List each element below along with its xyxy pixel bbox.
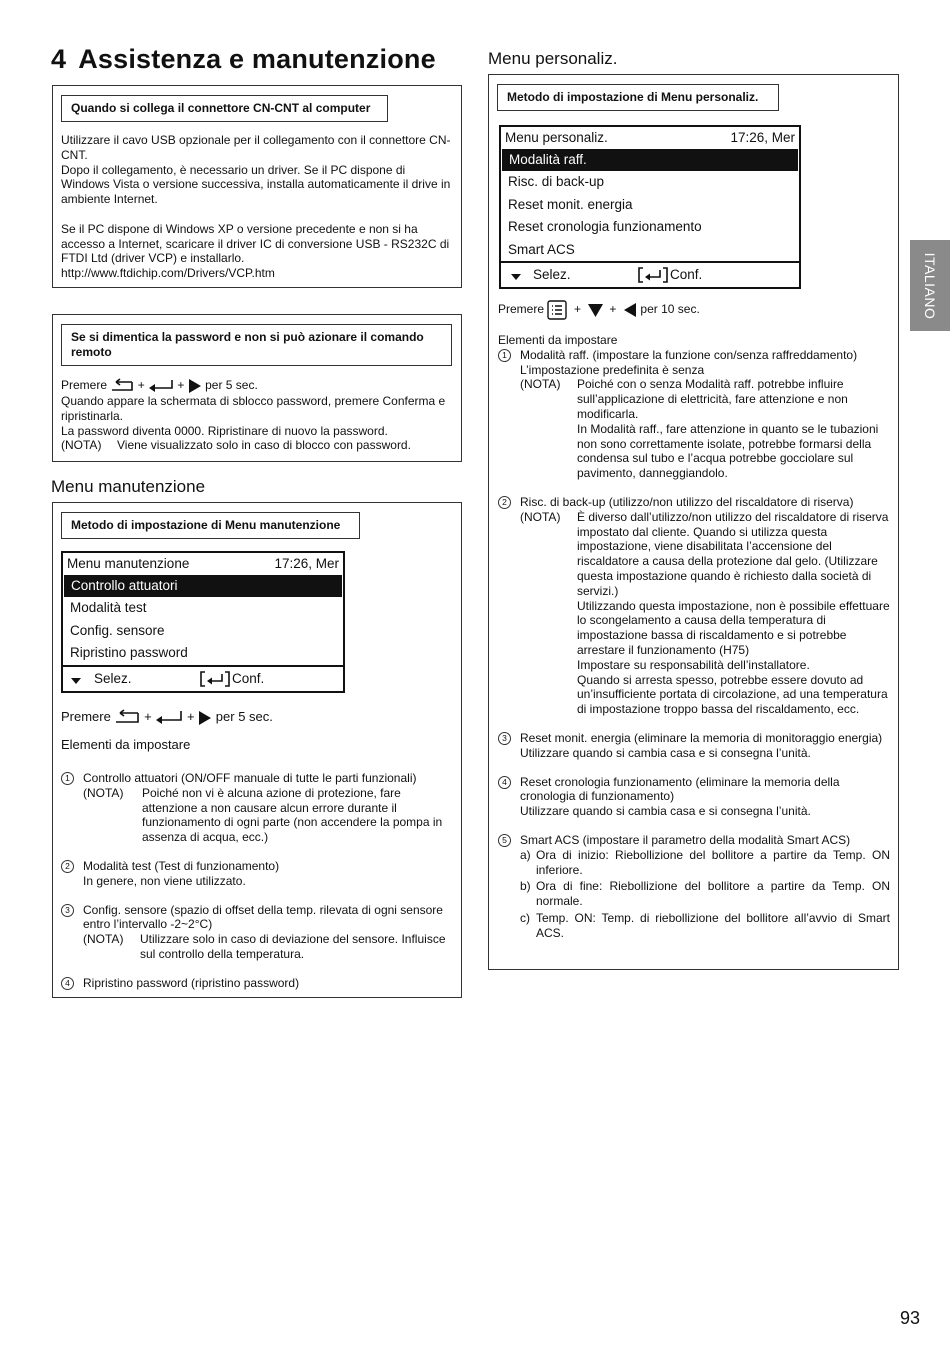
item-subtext: In genere, non viene utilizzato. <box>83 873 246 888</box>
cn-cnt-url: http://www.ftdichip.com/Drivers/VCP.htm <box>61 266 275 281</box>
lcd-item-modalita-raff[interactable]: Modalità raff. <box>502 149 798 171</box>
language-tab-label: ITALIANO <box>922 252 938 319</box>
maint-item-4 <box>61 976 453 991</box>
smart-acs-sub-b <box>520 879 890 909</box>
down-arrow-icon <box>71 678 81 686</box>
item-number: 4 <box>498 776 511 789</box>
maint-item-2 <box>61 859 453 889</box>
plus-sign: + <box>144 709 152 724</box>
item-note <box>83 932 453 962</box>
maint-tag: Metodo di impostazione di Menu manutenzione <box>61 512 360 539</box>
lcd-item-smart-acs[interactable]: Smart ACS <box>508 241 575 257</box>
lcd-time: 17:26, Mer <box>730 130 795 145</box>
lcd-item-reset-energia[interactable]: Reset monit. energia <box>508 196 633 212</box>
note-label: (NOTA) <box>520 377 561 392</box>
lcd-title: Menu manutenzione <box>67 556 190 571</box>
item-number: 4 <box>61 977 74 990</box>
note-text: Impostare su responsabilità dell’installatore. <box>577 657 810 672</box>
item-note <box>520 510 890 717</box>
cn-cnt-title: Quando si collega il connettore CN-CNT al computer <box>61 95 388 122</box>
lcd-select-label: Selez. <box>533 266 571 282</box>
lcd-footer <box>501 261 799 287</box>
item-text: Reset cronologia funzionamento (eliminare la memoria della cronologia di funzionamento) <box>520 774 840 804</box>
item-note <box>83 786 453 845</box>
custom-elements-title: Elementi da impostare <box>498 333 618 347</box>
item-subtext: Utilizzare quando si cambia casa e si consegna l’unità. <box>520 745 811 760</box>
chapter-number: 4 <box>51 44 67 74</box>
cn-cnt-section <box>52 85 462 288</box>
note-text: Poiché non vi è alcuna azione di protezione, fare attenzione a non causare alcun errore durante il funzionamento di ogni parte (non accendere la pompa in assenza di acqua, ecc.) <box>142 785 443 845</box>
item-text: Risc. di back-up (utilizzo/non utilizzo del riscaldatore di riserva) <box>520 494 854 509</box>
down-arrow-icon <box>511 274 521 282</box>
password-body <box>61 377 453 453</box>
item-text: Controllo attuatori (ON/OFF manuale di tutte le parti funzionali) <box>83 771 417 785</box>
plus-sign: + <box>609 302 617 316</box>
page-number: 93 <box>900 1308 921 1328</box>
note-text: Utilizzando questa impostazione, non è possibile effettuare lo scongelamento a causa della temperatura di impostazione bassa di riscaldamento e si potrebbe arrestare il funzionamento (H75) <box>577 598 890 657</box>
maint-section <box>52 502 462 998</box>
item-text: Smart ACS (impostare il parametro della modalità Smart ACS) <box>520 832 851 847</box>
item-number: 3 <box>498 732 511 745</box>
lcd-select-label: Selez. <box>94 670 132 686</box>
enter-key-icon <box>155 710 183 725</box>
note-text: In Modalità raff., fare attenzione in quanto se le tubazioni non sono correttamente isolate, potrebbe formarsi della condensa sul tubo e l’acqua potrebbe gocciolare sul pavimento, danneggiandolo. <box>577 421 879 481</box>
sub-letter: c) <box>520 910 530 925</box>
cn-cnt-para1: Utilizzare il cavo USB opzionale per il collegamento con il connettore CN-CNT. <box>61 133 451 162</box>
right-arrow-key-icon <box>188 379 202 393</box>
back-key-icon <box>110 378 134 394</box>
lcd-item-modalita-test[interactable]: Modalità test <box>70 600 147 616</box>
custom-section <box>488 74 899 970</box>
password-title: Se si dimentica la password e non si può azionare il comando remoto <box>61 324 452 366</box>
premere-text: Premere <box>498 302 545 316</box>
password-note <box>61 438 453 453</box>
note-text: Quando si arresta spesso, potrebbe essere dovuto ad un’insufficiente portata di circolazione, ad una temperatura di impostazione troppo bassa del riscaldamento, ecc. <box>577 672 888 717</box>
cn-cnt-para2: Dopo il collegamento, è necessario un driver. Se il PC dispone di Windows Vista o versione successiva, installa automaticamente il drive in ambiente Internet. <box>61 162 451 207</box>
left-arrow-key-icon <box>623 303 637 317</box>
note-text: È diverso dall’utilizzo/non utilizzo del riscaldatore di riserva impostato dal cliente. Quando si utilizza questa impostazione, viene disabilitata l’accensione del riscaldatore a causa della protezione dal gelo. (Utilizzare questa impostazione quando è richiesto dalla società di servizi.) <box>577 509 889 598</box>
maint-heading: Menu manutenzione <box>51 477 206 496</box>
item-number: 3 <box>61 904 74 917</box>
custom-item-3 <box>498 731 890 761</box>
enter-bracket-icon <box>200 671 230 687</box>
custom-tag: Metodo di impostazione di Menu personaliz. <box>497 84 779 111</box>
sub-text: Ora di fine: Riebollizione del bollitore a partire da Temp. ON normale. <box>536 879 890 909</box>
chapter-title <box>51 44 436 75</box>
duration-text: per 5 sec. <box>215 709 273 724</box>
custom-items <box>498 333 890 940</box>
item-text: Modalità raff. (impostare la funzione con/senza raffreddamento) <box>520 347 858 362</box>
custom-item-4 <box>498 775 890 819</box>
lcd-footer <box>63 665 343 691</box>
sub-letter: a) <box>520 847 531 862</box>
chapter-title-text: Assistenza e manutenzione <box>78 44 436 74</box>
plus-sign: + <box>177 378 185 392</box>
item-default: L’impostazione predefinita è senza <box>520 362 705 377</box>
password-line3: La password diventa 0000. Ripristinare di nuovo la password. <box>61 423 388 438</box>
premere-text: Premere <box>61 378 108 392</box>
lcd-item-config-sensore[interactable]: Config. sensore <box>70 622 165 638</box>
lcd-confirm-label: Conf. <box>232 670 265 686</box>
premere-text: Premere <box>61 709 111 724</box>
cn-cnt-body <box>61 133 451 281</box>
note-text: Poiché con o senza Modalità raff. potrebbe influire sull’applicazione di elettricità, fare attenzione e non modificarla. <box>577 377 848 421</box>
password-section <box>52 314 462 462</box>
back-key-icon <box>114 709 140 726</box>
note-label: (NOTA) <box>83 785 124 800</box>
smart-acs-sub-c <box>520 911 890 941</box>
plus-sign: + <box>137 378 145 392</box>
custom-heading: Menu personaliz. <box>488 49 618 68</box>
language-tab <box>910 240 950 331</box>
item-note <box>520 377 890 481</box>
item-subtext: Utilizzare quando si cambia casa e si consegna l’unità. <box>520 804 811 819</box>
custom-item-2 <box>498 495 890 717</box>
lcd-item-reset-cronologia[interactable]: Reset cronologia funzionamento <box>508 219 702 235</box>
note-text: Utilizzare solo in caso di deviazione del sensore. Influisce sul controllo della temperatura. <box>140 932 446 961</box>
cn-cnt-para3: Se il PC dispone di Windows XP o versione precedente e non si ha accesso a Internet, scaricare il driver IC di conversione USB - RS232C di FTDI Ltd (driver VCP) e installarlo. <box>61 221 450 266</box>
lcd-item-controllo-attuatori[interactable]: Controllo attuatori <box>64 575 342 597</box>
maint-key-sequence <box>61 707 456 753</box>
lcd-item-ripristino-password[interactable]: Ripristino password <box>70 645 188 661</box>
lcd-title: Menu personaliz. <box>505 130 608 145</box>
duration-text: per 10 sec. <box>640 302 700 316</box>
sub-text: Temp. ON: Temp. di riebollizione del bollitore all’avvio di Smart ACS. <box>536 910 890 940</box>
duration-text: per 5 sec. <box>205 378 258 392</box>
custom-key-sequence <box>498 298 893 320</box>
item-number: 2 <box>61 860 74 873</box>
lcd-item-risc-backup[interactable]: Risc. di back-up <box>508 174 605 190</box>
enter-key-icon <box>148 379 174 393</box>
maint-elements-title: Elementi da impostare <box>61 737 191 752</box>
maint-item-3 <box>61 903 453 962</box>
maint-item-1 <box>61 771 453 845</box>
lcd-header <box>501 127 799 149</box>
password-key-sequence <box>61 377 453 394</box>
item-number: 1 <box>61 772 74 785</box>
sub-text: Ora di inizio: Riebollizione del bollitore a partire da Temp. ON inferiore. <box>536 847 890 877</box>
item-number: 5 <box>498 834 511 847</box>
lcd-header <box>63 553 343 575</box>
item-text: Ripristino password (ripristino password) <box>83 975 300 990</box>
note-label: (NOTA) <box>83 932 124 947</box>
lcd-confirm-label: Conf. <box>670 266 703 282</box>
item-number: 1 <box>498 349 511 362</box>
plus-sign: + <box>186 709 195 724</box>
note-label: (NOTA) <box>520 509 561 524</box>
item-number: 2 <box>498 496 511 509</box>
custom-lcd <box>499 125 801 289</box>
plus-sign: + <box>574 302 582 316</box>
item-text: Config. sensore (spazio di offset della temp. rilevata di ogni sensore entro l’intervallo -2~2°C) <box>83 902 443 932</box>
right-arrow-key-icon <box>198 711 212 725</box>
menu-key-icon <box>547 300 567 320</box>
custom-item-5 <box>498 833 890 941</box>
smart-acs-sub-a <box>520 848 890 878</box>
note-label: (NOTA) <box>61 438 102 453</box>
enter-bracket-icon <box>638 267 668 283</box>
item-text: Reset monit. energia (eliminare la memoria di monitoraggio energia) <box>520 730 883 745</box>
sub-letter: b) <box>520 879 531 894</box>
down-key-icon <box>588 303 603 317</box>
lcd-time: 17:26, Mer <box>274 556 339 571</box>
custom-item-1 <box>498 348 890 481</box>
note-text: Viene visualizzato solo in caso di blocco con password. <box>117 438 411 453</box>
maint-lcd <box>61 551 345 693</box>
item-text: Modalità test (Test di funzionamento) <box>83 858 280 873</box>
password-line2: Quando appare la schermata di sblocco password, premere Conferma e ripristinarla. <box>61 394 446 423</box>
maint-items <box>61 771 453 991</box>
